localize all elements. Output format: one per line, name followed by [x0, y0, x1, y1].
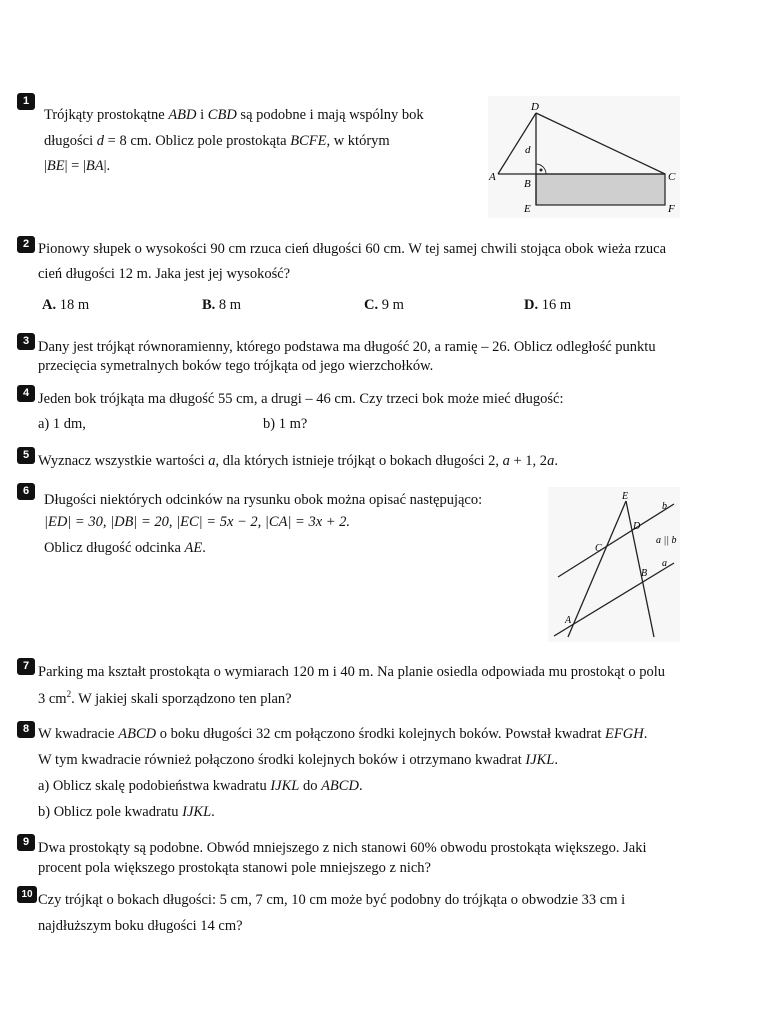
problem-1-line-1: Trójkąty prostokątne ABD i CBD są podobne i mają wspólny bok [44, 107, 424, 123]
problem-8-line-2: W tym kwadracie również połączono środki kolejnych boków i otrzymano kwadrat IJKL. [38, 752, 558, 768]
problem-8-line-1: W kwadracie ABCD o boku długości 32 cm połączono środki kolejnych boków. Powstał kwadrat EFGH. [38, 726, 648, 742]
problem-9-line-2: procent pola większego prostokąta stanowi pole mniejszego z nich? [38, 860, 431, 876]
label-A: A [565, 615, 572, 626]
label-D: D [633, 521, 641, 532]
problem-10-line-1: Czy trójkąt o bokach długości: 5 cm, 7 cm, 10 cm może być podobny do trójkąta o obwodzie 33 cm i [38, 892, 626, 908]
problem-number-badge: 3 [17, 333, 35, 350]
problem-4-line-1: Jeden bok trójkąta ma długość 55 cm, a drugi – 46 cm. Czy trzeci bok może mieć długość: [38, 391, 564, 407]
label-a: a [662, 558, 667, 569]
problem-1-figure [488, 96, 680, 218]
problem-8-line-3: a) Oblicz skalę podobieństwa kwadratu IJKL do ABCD. [38, 778, 363, 794]
label-E: E [524, 203, 531, 215]
label-B: B [641, 568, 648, 579]
problem-number-badge: 6 [17, 483, 35, 500]
problem-number-badge: 5 [17, 447, 35, 464]
problem-2-line-2: cień długości 12 m. Jaka jest jej wysokość? [38, 266, 291, 282]
problem-5-line-1: Wyznacz wszystkie wartości a, dla których istnieje trójkąt o bokach długości 2, a + 1, 2a. [38, 453, 558, 469]
label-d: d [525, 144, 531, 156]
label-B: B [524, 178, 531, 190]
label-D: D [531, 101, 539, 113]
label-F: F [668, 203, 675, 215]
problem-7-line-2: 3 $cm^2$. W jakiej skali sporządzono ten plan? [38, 689, 292, 707]
problem-9-line-1: Dwa prostokąty są podobne. Obwód mniejszego z nich stanowi 60% obwodu prostokąta większego. Jaki [38, 840, 647, 856]
answer-option-d: D. 16 m [524, 297, 572, 313]
problem-number-badge: 4 [17, 385, 35, 402]
rectangle-bcfe [536, 174, 665, 205]
right-angle-dot [540, 169, 543, 172]
problem-1-line-2: długości d = 8 cm. Oblicz pole prostokąta BCFE, w którym [44, 133, 390, 149]
label-C: C [668, 171, 676, 183]
problem-number-badge: 2 [17, 236, 35, 253]
problem-10-line-2: najdłuższym boku długości 14 cm? [38, 918, 243, 934]
answer-option-b: B. 8 m [202, 297, 242, 313]
problem-6-figure [548, 487, 680, 642]
problem-number-badge: 7 [17, 658, 35, 675]
label-C: C [595, 543, 602, 554]
problem-number-badge: 10 [17, 886, 37, 903]
problem-3-line-1: Dany jest trójkąt równoramienny, którego podstawa ma długość 20, a ramię – 26. Oblicz odległość punktu [38, 339, 656, 355]
answer-option-a: A. 18 m [42, 297, 90, 313]
problem-6-line-1: Długości niektórych odcinków na rysunku obok można opisać następująco: [44, 492, 483, 508]
problem-number-badge: 9 [17, 834, 35, 851]
problem-number-badge: 8 [17, 721, 35, 738]
answer-option-c: C. 9 m [364, 297, 404, 313]
problem-3-line-2: przecięcia symetralnych boków tego trójkąta od jego wierzchołków. [38, 358, 434, 374]
problem-8-line-4: b) Oblicz pole kwadratu IJKL. [38, 804, 215, 820]
label-E: E [622, 491, 629, 502]
label-A: A [489, 171, 496, 183]
problem-4-option-b: b) 1 m? [263, 416, 308, 432]
problem-6-line-2: |ED| = 30, |DB| = 20, |EC| = 5x − 2, |CA| = 3x + 2. [44, 514, 351, 530]
problem-4-option-a: a) 1 dm, [38, 416, 86, 432]
problem-1-line-3: |BE| = |BA|. [44, 158, 111, 174]
label-b: b [662, 501, 667, 512]
problem-7-line-1: Parking ma kształt prostokąta o wymiarach 120 m i 40 m. Na planie osiedla odpowiada mu prostokąt o polu [38, 664, 665, 680]
label-parallel: a || b [656, 535, 677, 546]
problem-2-line-1: Pionowy słupek o wysokości 90 cm rzuca cień długości 60 cm. W tej samej chwili stojąca obok wieża rzuca [38, 241, 667, 257]
problem-number-badge: 1 [17, 93, 35, 110]
problem-6-line-3: Oblicz długość odcinka AE. [44, 540, 206, 556]
